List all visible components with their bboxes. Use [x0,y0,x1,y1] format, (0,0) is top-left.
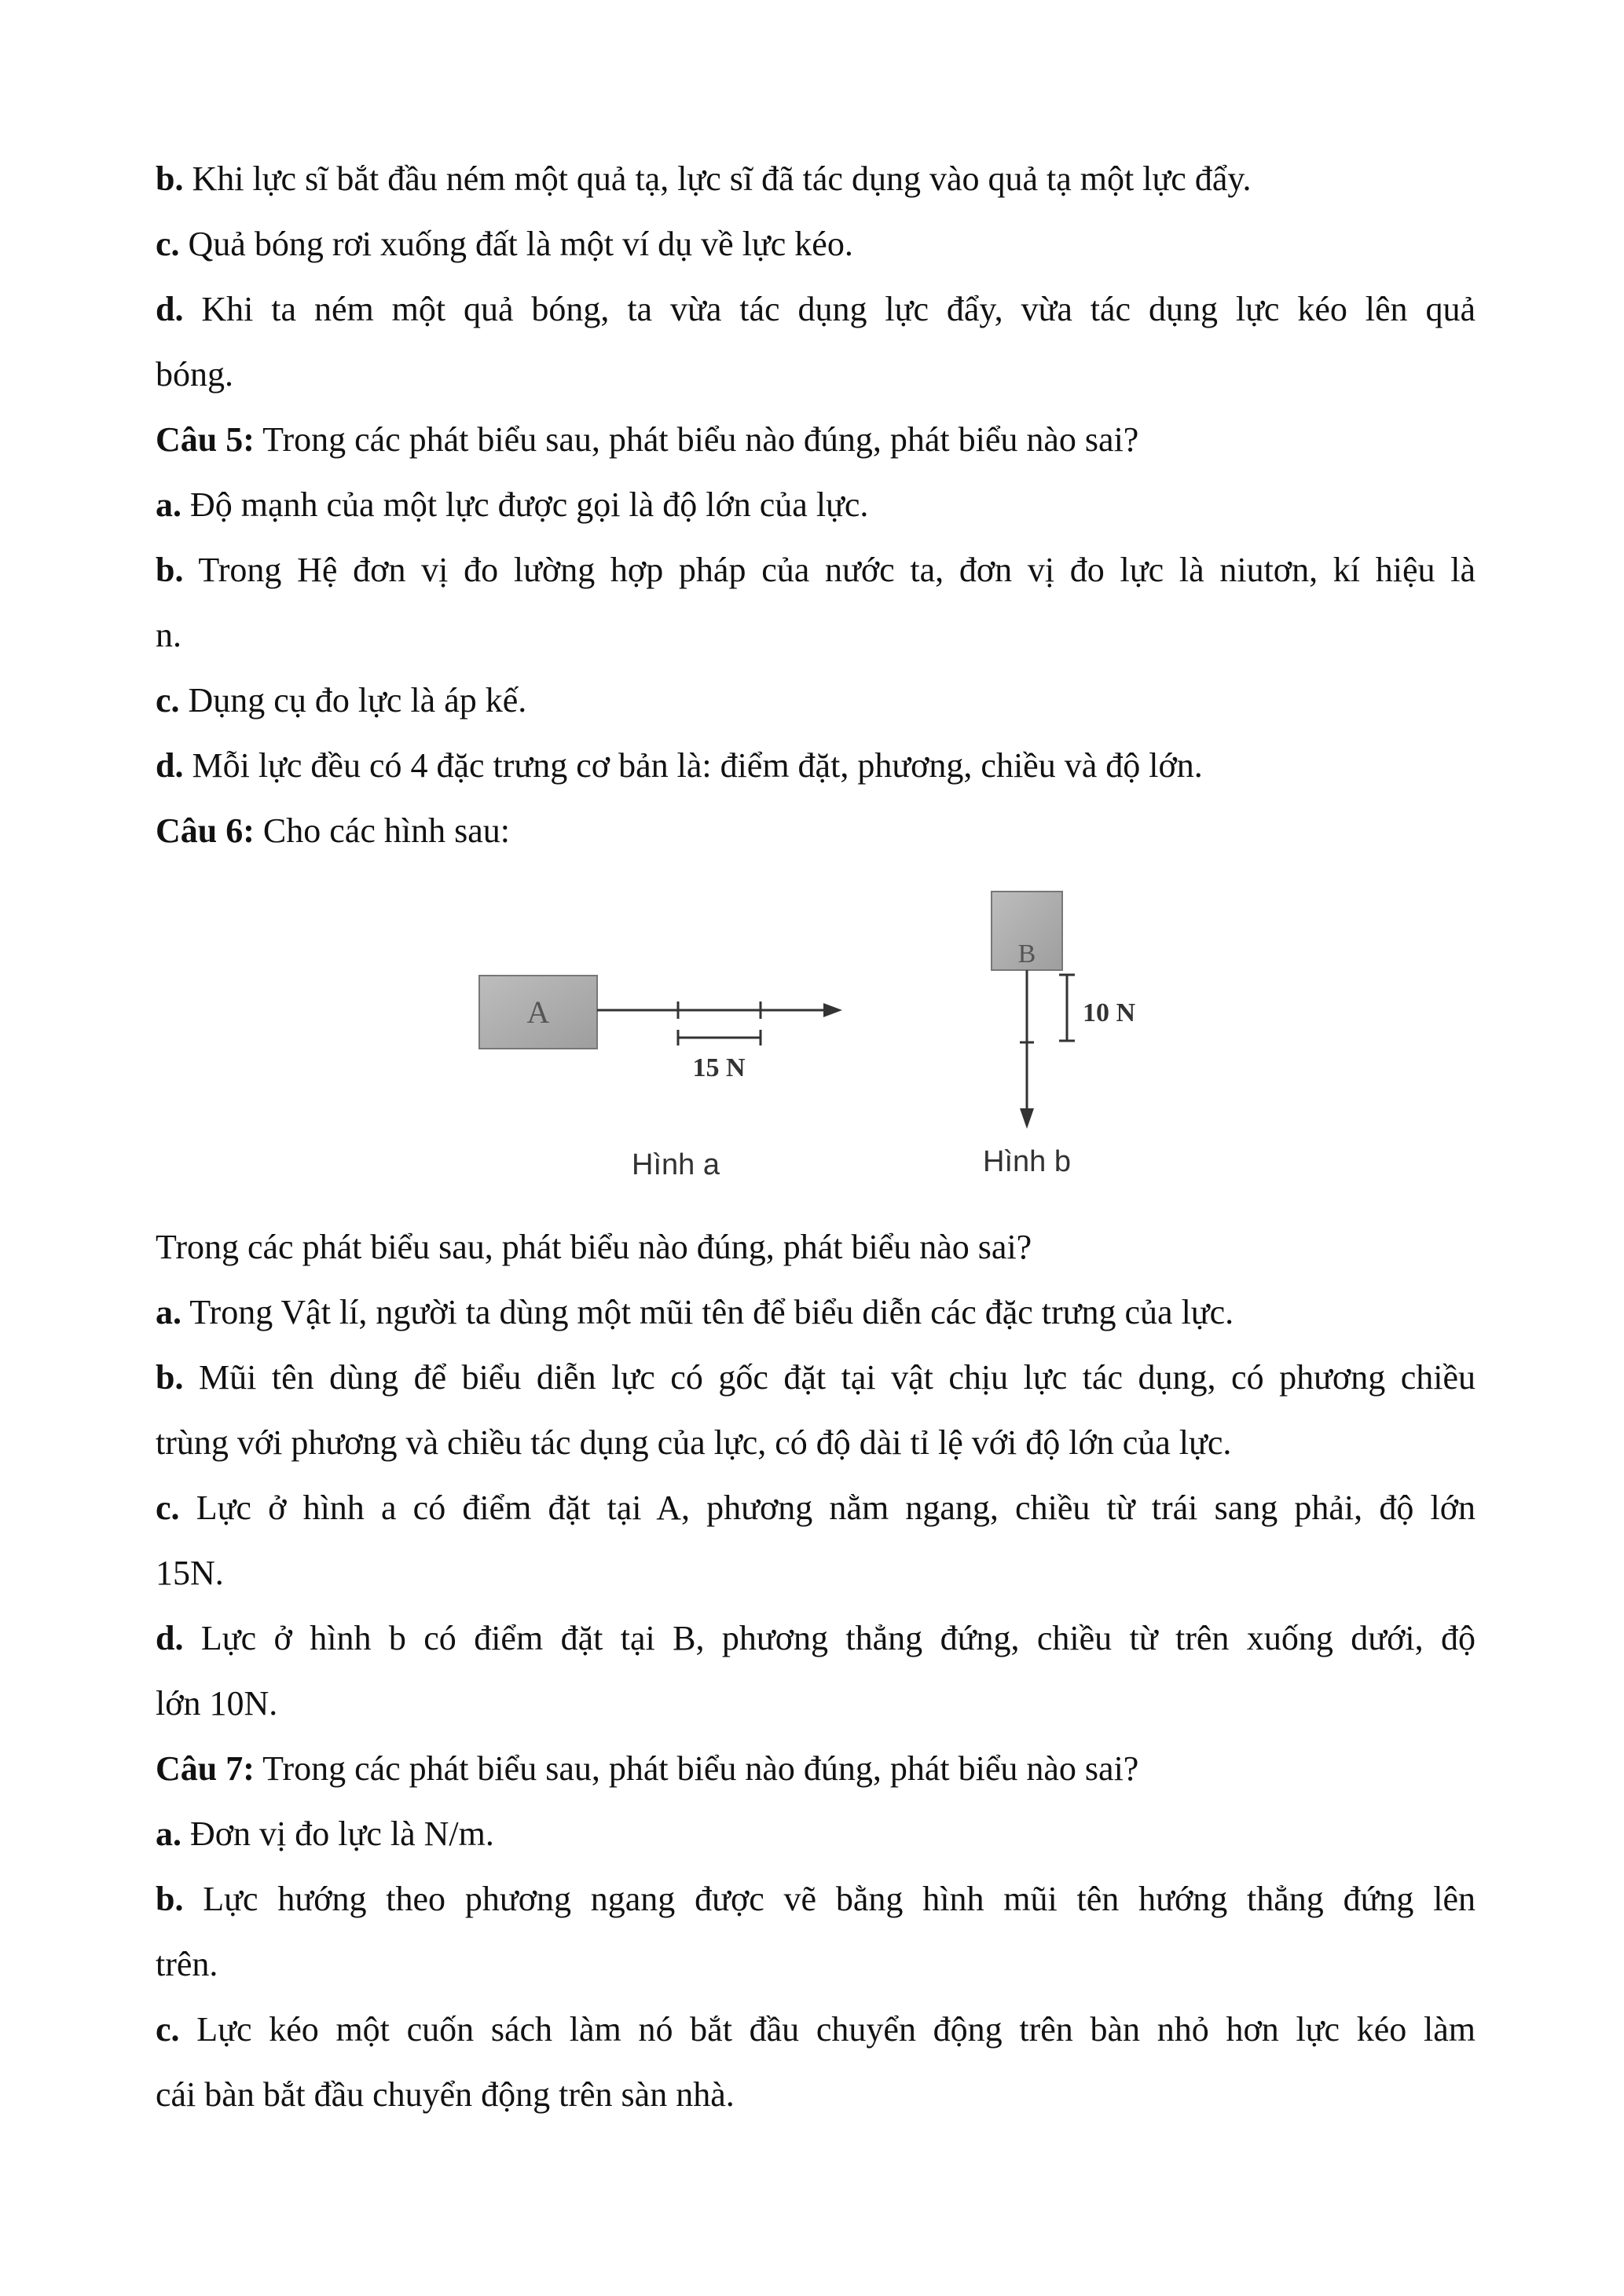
line-text: Lực kéo một cuốn sách làm nó bắt đầu chuyển động trên bàn nhỏ hơn lực kéo làm [179,2010,1476,2049]
line-text: Độ mạnh của một lực được gọi là độ lớn của lực. [181,485,869,524]
line-text: Đơn vị đo lực là N/m. [181,1814,494,1853]
line-label: a. [156,485,181,524]
line-13 [156,1291,1476,1335]
line-text: trùng với phương và chiều tác dụng của lực, có độ dài tỉ lệ với độ lớn của lực. [156,1423,1232,1462]
line-17 [156,1551,1476,1595]
line-label: b. [156,1880,184,1918]
line-label: a. [156,1293,181,1331]
line-text: Mỗi lực đều có 4 đặc trưng cơ bản là: điểm đặt, phương, chiều và độ lớn. [183,746,1203,785]
line-text: Trong Hệ đơn vị đo lường hợp pháp của nước ta, đơn vị đo lực là niutơn, kí hiệu là [183,551,1476,589]
line-8 [156,613,1476,657]
line-1 [156,157,1476,201]
line-5 [156,418,1476,462]
line-4 [156,353,1476,397]
force-arrow-b-head [1020,1108,1034,1129]
line-23 [156,1943,1476,1987]
caption-a: Hình a [632,1148,720,1181]
line-text: Lực ở hình b có điểm đặt tại B, phương thẳng đứng, chiều từ trên xuống dưới, độ [183,1619,1476,1657]
line-label: d. [156,1619,184,1657]
line-text: Trong các phát biểu sau, phát biểu nào đúng, phát biểu nào sai? [156,1228,1032,1266]
line-20 [156,1747,1476,1791]
line-text: cái bàn bắt đầu chuyển động trên sàn nhà. [156,2075,735,2114]
line-text: 15N. [156,1554,224,1592]
line-label: d. [156,746,184,785]
line-text: Dụng cụ đo lực là áp kế. [179,681,527,720]
line-22 [156,1877,1476,1921]
line-text: Trong các phát biểu sau, phát biểu nào đúng, phát biểu nào sai? [254,1749,1139,1788]
line-16 [156,1486,1476,1530]
line-text: n. [156,616,181,654]
line-label: c. [156,681,180,720]
line-text: Lực hướng theo phương ngang được vẽ bằng hình mũi tên hướng thẳng đứng lên [183,1880,1476,1918]
line-text: lớn 10N. [156,1684,278,1723]
line-text: Mũi tên dùng để biểu diễn lực có gốc đặt tại vật chịu lực tác dụng, có phương chiều [183,1358,1476,1397]
line-text: Cho các hình sau: [254,811,510,850]
question-label: Câu 7: [156,1749,255,1788]
block-b-label: B [1017,939,1036,969]
line-12 [156,1225,1476,1269]
force-diagram-figure [464,884,1171,1214]
line-11 [156,809,1476,853]
line-25 [156,2073,1476,2117]
line-text: Trong các phát biểu sau, phát biểu nào đúng, phát biểu nào sai? [254,420,1139,459]
line-label: c. [156,225,180,263]
scale-label-b: 10 N [1083,998,1136,1027]
line-14 [156,1356,1476,1400]
line-2 [156,222,1476,266]
line-text: trên. [156,1945,218,1983]
line-label: a. [156,1814,181,1853]
line-15 [156,1421,1476,1465]
line-label: b. [156,551,184,589]
question-label: Câu 6: [156,811,255,850]
caption-b: Hình b [983,1145,1071,1178]
line-label: d. [156,290,184,328]
line-label: b. [156,159,184,198]
line-7 [156,548,1476,592]
line-text: Lực ở hình a có điểm đặt tại A, phương nằm ngang, chiều từ trái sang phải, độ lớn [179,1489,1476,1527]
figure-b [983,892,1135,1178]
force-diagram-svg [464,884,1171,1214]
figure-a [479,976,842,1181]
line-3 [156,287,1476,331]
line-19 [156,1682,1476,1726]
line-label: c. [156,1489,180,1527]
line-label: c. [156,2010,180,2049]
line-6 [156,483,1476,527]
line-21 [156,1812,1476,1856]
line-9 [156,679,1476,723]
line-text: Khi lực sĩ bắt đầu ném một quả tạ, lực sĩ đã tác dụng vào quả tạ một lực đẩy. [183,159,1252,198]
line-text: Quả bóng rơi xuống đất là một ví dụ về lực kéo. [179,225,853,263]
scale-label-a: 15 N [692,1053,746,1082]
question-label: Câu 5: [156,420,255,459]
line-text: Khi ta ném một quả bóng, ta vừa tác dụng lực đẩy, vừa tác dụng lực kéo lên quả [183,290,1476,328]
line-text: Trong Vật lí, người ta dùng một mũi tên để biểu diễn các đặc trưng của lực. [181,1293,1234,1331]
line-24 [156,2008,1476,2052]
line-text: bóng. [156,355,233,394]
line-18 [156,1617,1476,1661]
force-arrow-a-head [823,1003,842,1017]
block-a-label: A [526,994,550,1030]
line-10 [156,744,1476,788]
line-label: b. [156,1358,184,1397]
